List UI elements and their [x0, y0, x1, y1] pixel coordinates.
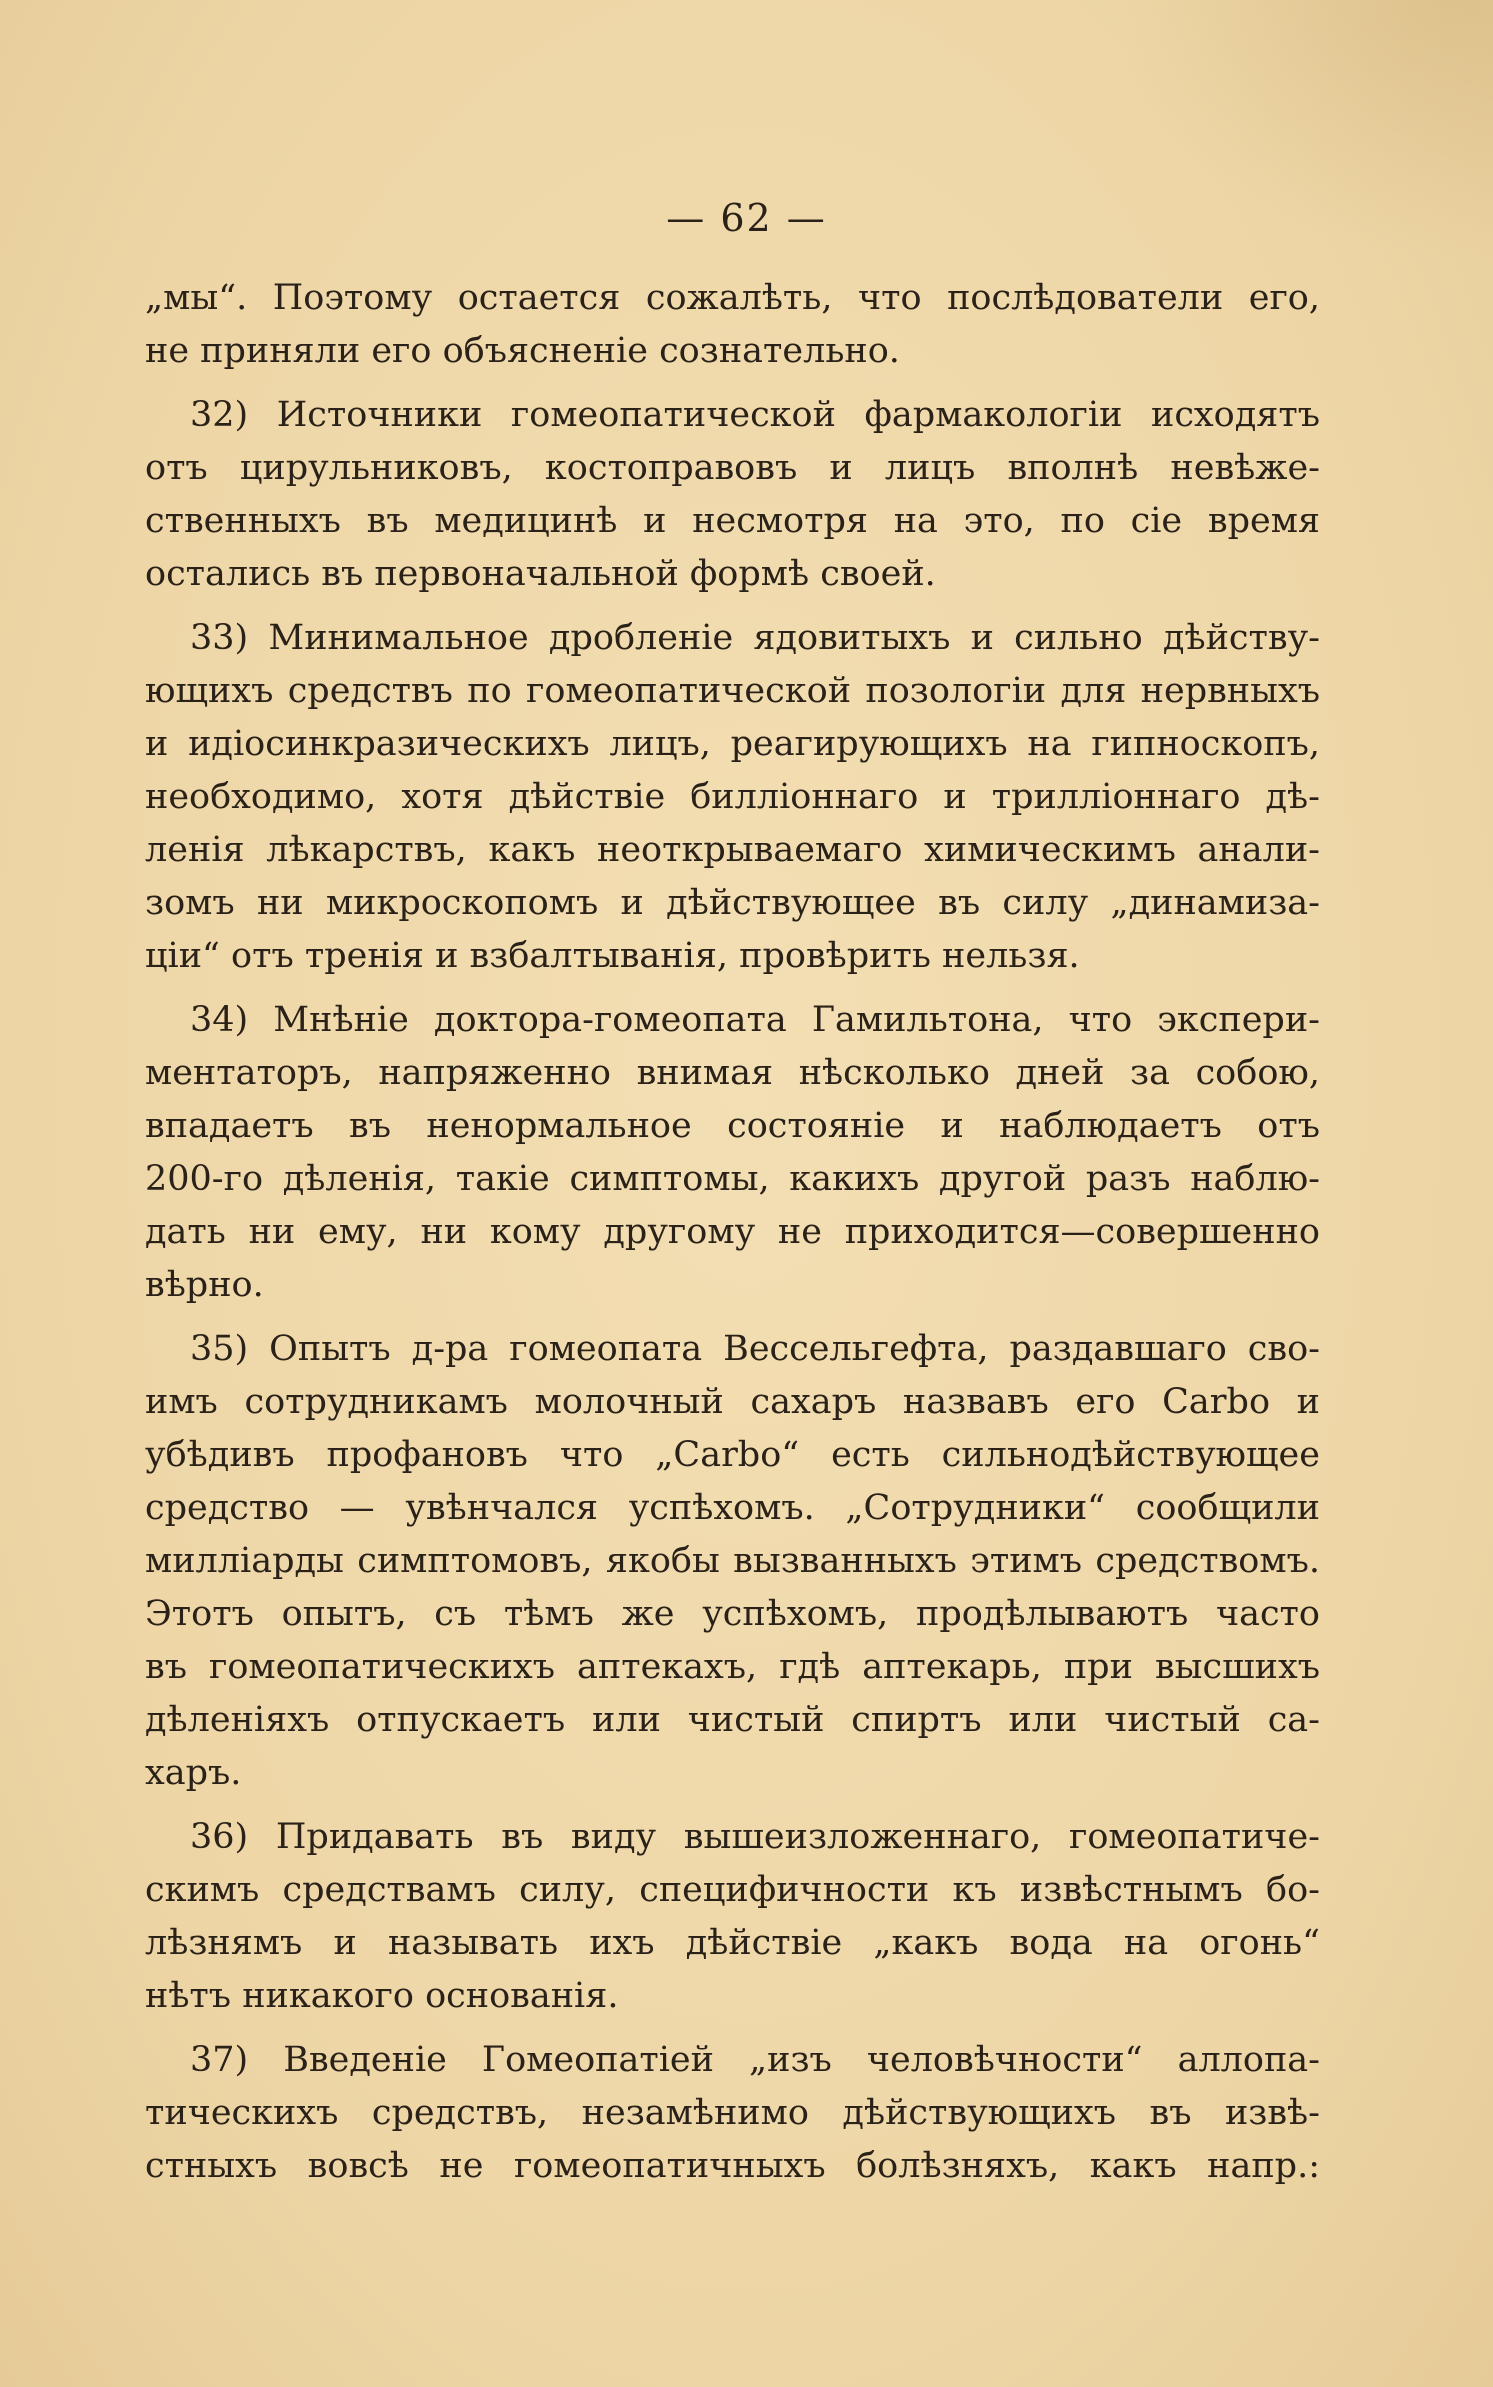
text-line: средство — увѣнчался успѣхомъ. „Сотрудники“ сообщили — [145, 1488, 1320, 1528]
text-line: 200-го дѣленія, такіе симптомы, какихъ другой разъ наблю- — [145, 1159, 1320, 1199]
text-line: ственныхъ въ медицинѣ и несмотря на это, по сіе время — [145, 501, 1320, 541]
text-line: ціи“ отъ тренія и взбалтыванія, провѣрить нельзя. — [145, 936, 1080, 976]
text-line: зомъ ни микроскопомъ и дѣйствующее въ силу „динамиза- — [145, 883, 1320, 923]
text-line: скимъ средствамъ силу, специфичности къ извѣстнымъ бо- — [145, 1870, 1320, 1910]
text-line: тическихъ средствъ, незамѣнимо дѣйствующихъ въ извѣ- — [145, 2093, 1320, 2133]
page-number: — 62 — — [666, 196, 827, 240]
text-line: вѣрно. — [145, 1265, 264, 1305]
text-line: впадаетъ въ ненормальное состояніе и наблюдаетъ отъ — [145, 1106, 1320, 1146]
text-line: и идіосинкразическихъ лицъ, реагирующихъ на гипноскопъ, — [145, 724, 1320, 764]
text-line: „мы“. Поэтому остается сожалѣть, что послѣдователи его, — [145, 278, 1320, 318]
body-text — [145, 272, 1320, 2193]
text-line: отъ цирульниковъ, костоправовъ и лицъ вполнѣ невѣже- — [145, 448, 1320, 488]
paragraph-gap — [145, 1312, 1320, 1323]
paragraph-gap — [145, 1800, 1320, 1811]
paragraph-gap — [145, 378, 1320, 389]
text-line: 36) Придавать въ виду вышеизложеннаго, гомеопатиче- — [190, 1817, 1320, 1857]
text-line: остались въ первоначальной формѣ своей. — [145, 554, 936, 594]
text-line: лѣзнямъ и называть ихъ дѣйствіе „какъ вода на огонь“ — [145, 1923, 1320, 1963]
text-line: Этотъ опытъ, съ тѣмъ же успѣхомъ, продѣлываютъ часто — [145, 1594, 1320, 1634]
text-line: не приняли его объясненіе сознательно. — [145, 331, 900, 371]
text-line: харъ. — [145, 1753, 242, 1793]
text-line: 35) Опытъ д-ра гомеопата Вессельгефта, раздавшаго сво- — [190, 1329, 1320, 1369]
paragraph-gap — [145, 2023, 1320, 2034]
text-line: ментаторъ, напряженно внимая нѣсколько дней за собою, — [145, 1053, 1320, 1093]
text-line: стныхъ вовсѣ не гомеопатичныхъ болѣзняхъ, какъ напр.: — [145, 2146, 1320, 2186]
text-line: необходимо, хотя дѣйствіе билліоннаго и трилліоннаго дѣ- — [145, 777, 1320, 817]
text-line: дать ни ему, ни кому другому не приходится—совершенно — [145, 1212, 1320, 1252]
text-line: 33) Минимальное дробленіе ядовитыхъ и сильно дѣйству- — [190, 618, 1320, 658]
text-line: убѣдивъ профановъ что „Carbo“ есть сильнодѣйствующее — [145, 1435, 1320, 1475]
text-line: нѣтъ никакого основанія. — [145, 1976, 619, 2016]
paragraph-gap — [145, 983, 1320, 994]
paragraph-gap — [145, 601, 1320, 612]
text-line: 32) Источники гомеопатической фармакологіи исходятъ — [190, 395, 1320, 435]
text-line: дѣленіяхъ отпускаетъ или чистый спиртъ или чистый са- — [145, 1700, 1320, 1740]
text-line: ленія лѣкарствъ, какъ неоткрываемаго химическимъ анали- — [145, 830, 1320, 870]
text-line: 34) Мнѣніе доктора-гомеопата Гамильтона, что экспери- — [190, 1000, 1320, 1040]
text-line: 37) Введеніе Гомеопатіей „изъ человѣчности“ аллопа- — [190, 2040, 1320, 2080]
text-line: въ гомеопатическихъ аптекахъ, гдѣ аптекарь, при высшихъ — [145, 1647, 1320, 1687]
text-line: ющихъ средствъ по гомеопатической позологіи для нервныхъ — [145, 671, 1320, 711]
text-line: милліарды симптомовъ, якобы вызванныхъ этимъ средствомъ. — [145, 1541, 1320, 1581]
text-line: имъ сотрудникамъ молочный сахаръ назвавъ его Carbo и — [145, 1382, 1320, 1422]
